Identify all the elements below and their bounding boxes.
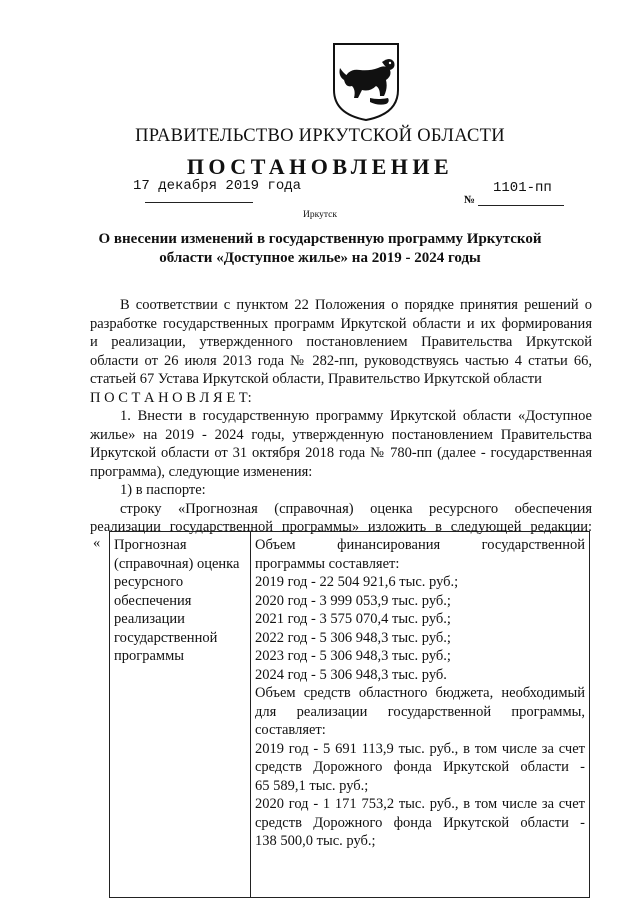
right-cell-line: 2019 год - 5 691 113,9 тыс. руб., в том числе за счет	[255, 740, 585, 757]
document-body	[90, 296, 592, 537]
document-date: 17 декабря 2019 года	[133, 178, 302, 194]
preamble-line: В соответствии с пунктом 22 Положения о порядке принятия решений о	[120, 297, 592, 313]
right-cell-line: 2021 год - 3 575 070,4 тыс. руб.;	[255, 611, 451, 627]
document-type: ПОСТАНОВЛЕНИЕ	[186, 154, 454, 179]
preamble-line: разработке государственных программ Иркутской области и их формирования	[90, 315, 592, 332]
left-cell-line: (справочная) оценка	[114, 555, 240, 572]
city: Иркутск	[303, 210, 337, 220]
row-instruction-line: реализации государственной программы» изложить в следующей редакции:	[90, 519, 592, 535]
number-underline	[478, 205, 564, 206]
right-cell-line: 2023 год - 5 306 948,3 тыс. руб.;	[255, 648, 451, 664]
item1-line: жилье» на 2019 - 2024 годы, утвержденную постановлением Правительства	[90, 426, 592, 443]
left-cell-line: реализации	[114, 611, 185, 627]
opening-quote: «	[93, 535, 101, 551]
government-name: ПРАВИТЕЛЬСТВО ИРКУТСКОЙ ОБЛАСТИ	[135, 126, 505, 146]
document-number: 1101-пп	[493, 180, 552, 196]
table-column-divider	[250, 532, 251, 897]
right-cell-line: средств Дорожного фонда Иркутской области -	[255, 759, 585, 775]
row-instruction-line: строку «Прогнозная (справочная) оценка ресурсного обеспечения	[120, 500, 592, 517]
right-cell-line: Объем финансирования государственной	[255, 537, 585, 553]
table-left-cell	[114, 536, 246, 666]
sub-item: 1) в паспорте:	[120, 482, 206, 498]
left-cell-line: государственной	[114, 629, 218, 646]
number-sign: №	[464, 194, 476, 206]
right-cell-line: программы составляет:	[255, 555, 400, 572]
item1-line: Иркутской области от 31 октября 2018 года № 780-пп (далее - государственная	[90, 445, 592, 461]
preamble-line: и реализации, утвержденного постановлением Правительства Иркутской	[90, 334, 592, 350]
preamble-line: статьей 67 Устава Иркутской области, Правительство Иркутской области	[90, 371, 542, 387]
right-cell-line: 2022 год - 5 306 948,3 тыс. руб.;	[255, 629, 451, 646]
right-cell-line: для реализации государственной программы,	[255, 703, 585, 720]
right-cell-line: 2020 год - 3 999 053,9 тыс. руб.;	[255, 592, 451, 609]
coat-of-arms-emblem	[330, 40, 402, 122]
right-cell-line: средств Дорожного фонда Иркутской области -	[255, 814, 585, 831]
right-cell-line: 2019 год - 22 504 921,6 тыс. руб.;	[255, 574, 459, 590]
right-cell-line: составляет:	[255, 722, 326, 738]
item1-line: 1. Внести в государственную программу Иркутской области «Доступное	[120, 408, 592, 424]
right-cell-line: 138 500,0 тыс. руб.;	[255, 833, 376, 849]
left-cell-line: обеспечения	[114, 592, 192, 609]
decree-word: П О С Т А Н О В Л Я Е Т:	[90, 389, 252, 406]
right-cell-line: 2020 год - 1 171 753,2 тыс. руб., в том числе за счет	[255, 796, 585, 812]
date-underline	[145, 202, 253, 203]
passport-table	[109, 531, 590, 898]
table-right-cell	[255, 536, 585, 851]
document-title: О внесении изменений в государственную программу Иркутской области «Доступное жилье» на 2019 - 2024 годы	[98, 231, 542, 266]
right-cell-line: Объем средств областного бюджета, необходимый	[255, 685, 585, 701]
right-cell-line: 2024 год - 5 306 948,3 тыс. руб.	[255, 666, 447, 683]
right-cell-line: 65 589,1 тыс. руб.;	[255, 777, 369, 794]
left-cell-line: ресурсного	[114, 574, 184, 590]
item1-line: программа), следующие изменения:	[90, 463, 313, 480]
left-cell-line: Прогнозная	[114, 537, 187, 553]
left-cell-line: программы	[114, 648, 184, 664]
preamble-line: области от 26 июля 2013 года № 282-пп, руководствуясь частью 4 статьи 66,	[90, 352, 592, 369]
